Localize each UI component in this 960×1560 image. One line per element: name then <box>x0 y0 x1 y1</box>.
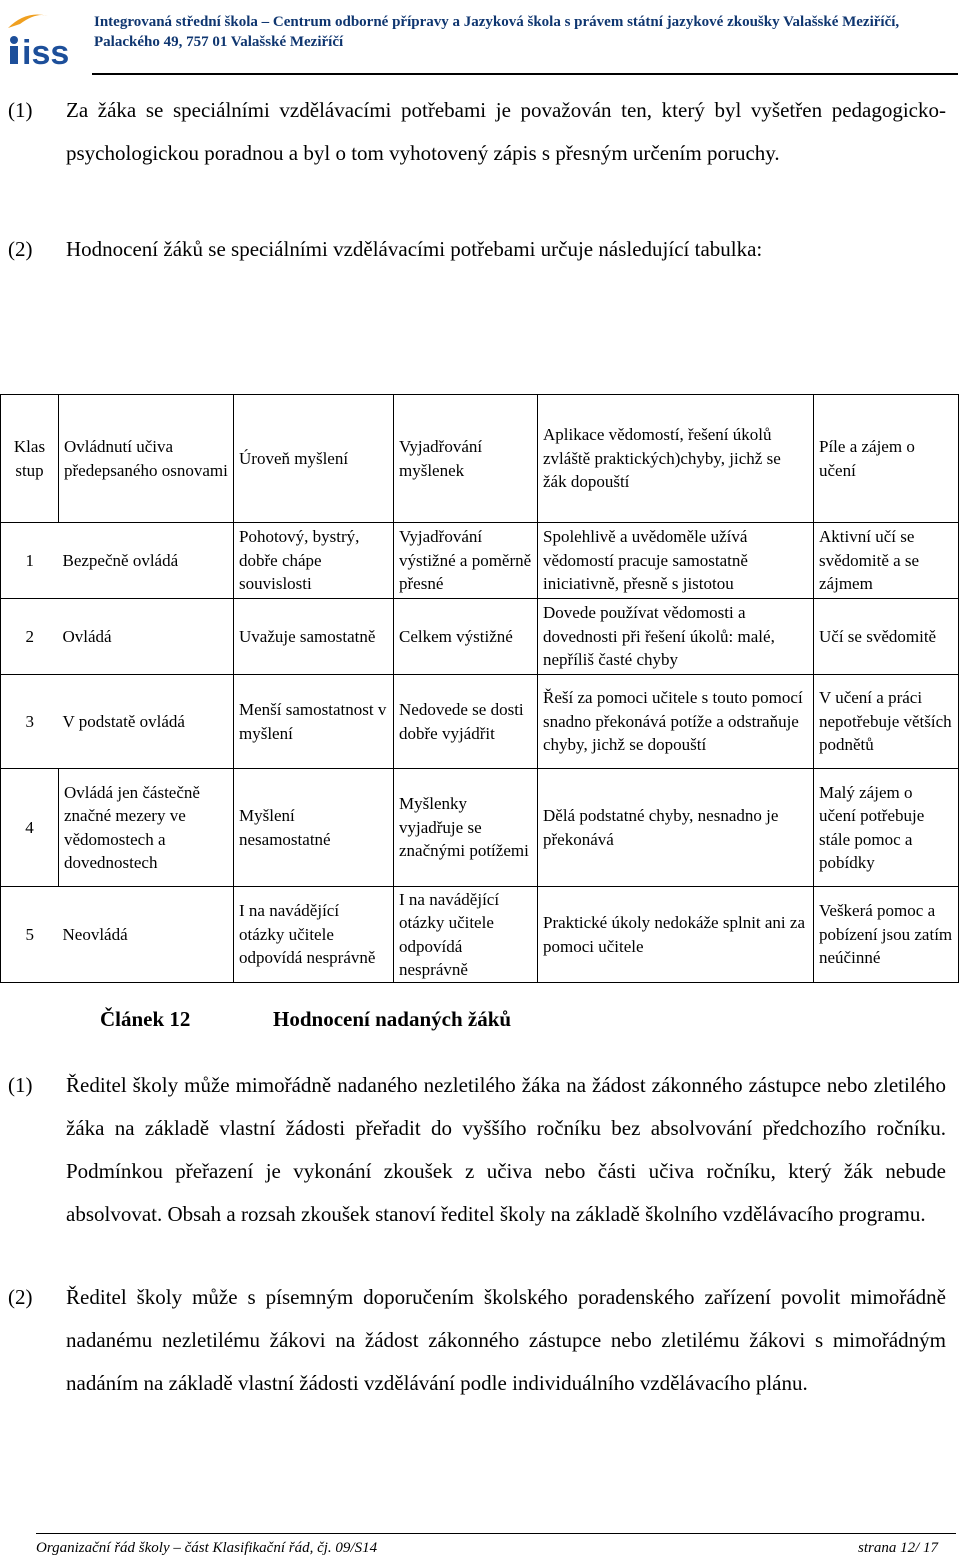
school-street: Palackého 49, 757 01 Valašské Meziříčí <box>94 34 344 50</box>
grading-table <box>0 394 959 983</box>
cell-aplikace: Dělá podstatné chyby, nesnadno je překonává <box>538 769 814 887</box>
cell-ovladnuti: Ovládá jen částečně značné mezery ve vědomostech a dovednostech <box>59 769 234 887</box>
header-mysleni: Úroveň myšlení <box>234 395 394 523</box>
cell-ovladnuti: V podstatě ovládá <box>59 675 234 769</box>
cell-vyjadrovani: Celkem výstižné <box>394 599 538 675</box>
cell-aplikace: Řeší za pomoci učitele s touto pomocí snadno překonává potíže a odstraňuje chyby, jichž se dopouští <box>538 675 814 769</box>
cell-ovladnuti: Neovládá <box>59 887 234 983</box>
header-stupen: Klas stup <box>1 395 59 523</box>
table-row <box>1 887 959 983</box>
cell-mysleni: I na navádějící otázky učitele odpovídá nesprávně <box>234 887 394 983</box>
cell-vyjadrovani: I na navádějící otázky učitele odpovídá nesprávně <box>394 887 538 983</box>
paragraph-number: (2) <box>8 1285 33 1309</box>
cell-pile: Aktivní učí se svědomitě a se zájmem <box>814 523 959 599</box>
grade-number: 4 <box>1 769 59 887</box>
cell-aplikace: Dovede používat vědomosti a dovednosti při řešení úkolů: malé, nepříliš časté chyby <box>538 599 814 675</box>
school-name: Integrovaná střední škola – Centrum odborné přípravy a Jazyková škola s právem státní jazykové zkoušky Valašské Meziříčí, <box>94 14 900 30</box>
cell-mysleni: Menší samostatnost v myšlení <box>234 675 394 769</box>
footer-divider <box>36 1533 956 1534</box>
page-header <box>0 0 960 78</box>
school-address <box>94 12 899 52</box>
header-vyjadrovani: Vyjadřování myšlenek <box>394 395 538 523</box>
paragraph-text: Ředitel školy může mimořádně nadaného nezletilého žáka na žádost zákonného zástupce nebo zletilého žáka na základě vlastní žádosti přeřadit do vyššího ročníku bez absolvování předchozího ročníku. Podmínkou přeřazení je vykonání zkoušek z učiva nebo části učiva ročníku, který žák nebude absolvovat. Obsah a rozsah zkoušek stanoví ředitel školy na základě školního vzdělávacího programu. <box>66 1073 946 1226</box>
paragraph-text: Ředitel školy může s písemným doporučením školského poradenského zařízení povolit mimořádně nadanému nezletilému žákovi na žádost zákonného zástupce nebo zletilému žákovi s mimořádným nadáním na základě vlastní žádosti vzdělávání podle individuálního vzdělávacího plánu. <box>66 1285 946 1395</box>
header-pile: Píle a zájem o učení <box>814 395 959 523</box>
table-row <box>1 523 959 599</box>
cell-vyjadrovani: Vyjadřování výstižné a poměrně přesné <box>394 523 538 599</box>
grade-number: 2 <box>1 599 59 675</box>
footer-page-number: strana 12/ 17 <box>857 1540 938 1556</box>
grade-number: 1 <box>1 523 59 599</box>
table-row <box>1 599 959 675</box>
paragraph-number: (1) <box>8 1073 33 1097</box>
cell-vyjadrovani: Myšlenky vyjadřuje se značnými potížemi <box>394 769 538 887</box>
footer-document-name: Organizační řád školy – část Klasifikační řád, čj. 09/S14 <box>36 1540 378 1556</box>
grade-number: 3 <box>1 675 59 769</box>
cell-pile: V učení a práci nepotřebuje větších podnětů <box>814 675 959 769</box>
cell-aplikace: Praktické úkoly nedokáže splnit ani za pomoci učitele <box>538 887 814 983</box>
article-label: Článek 12 <box>100 1007 191 1031</box>
cell-ovladnuti: Ovládá <box>59 599 234 675</box>
logo-text: iss <box>22 34 70 66</box>
cell-pile: Veškerá pomoc a pobízení jsou zatím neúčinné <box>814 887 959 983</box>
cell-mysleni: Pohotový, bystrý, dobře chápe souvislosti <box>234 523 394 599</box>
table-row <box>1 675 959 769</box>
school-logo <box>6 6 82 66</box>
header-aplikace: Aplikace vědomostí, řešení úkolů zvláště praktických)chyby, jichž se žák dopouští <box>538 395 814 523</box>
cell-mysleni: Myšlení nesamostatné <box>234 769 394 887</box>
cell-vyjadrovani: Nedovede se dosti dobře vyjádřit <box>394 675 538 769</box>
cell-pile: Učí se svědomitě <box>814 599 959 675</box>
paragraph-text: Hodnocení žáků se speciálními vzdělávacími potřebami určuje následující tabulka: <box>66 237 763 261</box>
grade-number: 5 <box>1 887 59 983</box>
table-row <box>1 769 959 887</box>
cell-pile: Malý zájem o učení potřebuje stále pomoc a pobídky <box>814 769 959 887</box>
cell-aplikace: Spolehlivě a uvědoměle užívá vědomostí pracuje samostatně iniciativně, přesně s jistotou <box>538 523 814 599</box>
paragraph-text: Za žáka se speciálními vzdělávacími potřebami je považován ten, který byl vyšetřen pedagogicko-psychologickou poradnou a byl o tom vyhotovený zápis s přesným určením poruchy. <box>66 98 946 165</box>
cell-ovladnuti: Bezpečně ovládá <box>59 523 234 599</box>
cell-mysleni: Uvažuje samostatně <box>234 599 394 675</box>
article-title: Hodnocení nadaných žáků <box>273 1007 512 1031</box>
header-ovladnuti: Ovládnutí učiva předepsaného osnovami <box>59 395 234 523</box>
paragraph-number: (1) <box>8 98 33 122</box>
paragraph-number: (2) <box>8 237 33 261</box>
table-header-row <box>1 395 959 523</box>
header-divider <box>92 73 958 75</box>
